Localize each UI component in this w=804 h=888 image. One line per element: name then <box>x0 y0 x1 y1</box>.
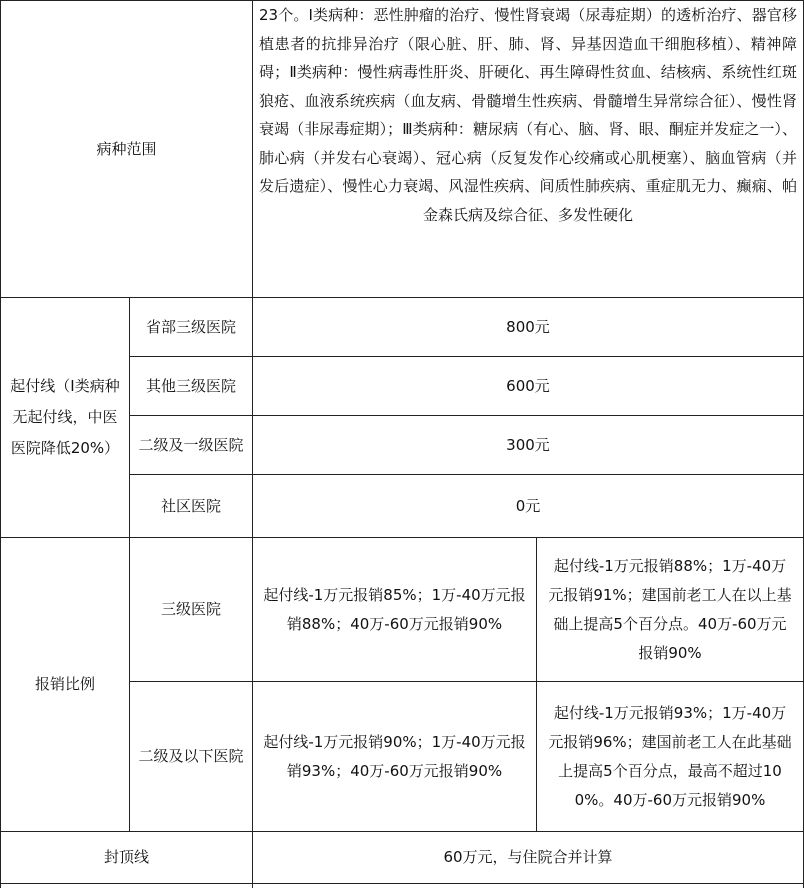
deductible-hospital-3: 二级及一级医院 <box>130 416 253 475</box>
trailing-row-right <box>253 884 804 888</box>
cap-label: 封顶线 <box>0 832 253 884</box>
reimbursement-label: 报销比例 <box>0 538 130 832</box>
cap-text: 60万元，与住院合并计算 <box>253 832 804 884</box>
reimbursement-hospital-1: 三级医院 <box>130 538 253 682</box>
reimbursement-ratio-2b: 起付线-1万元报销93%；1万-40万元报销96%；建国前老工人在此基础上提高5个百分点，最高不超过100%。40万-60万元报销90% <box>537 682 804 832</box>
trailing-row-left <box>0 884 253 888</box>
deductible-amount-3: 300元 <box>253 416 804 475</box>
deductible-amount-1: 800元 <box>253 298 804 357</box>
reimbursement-ratio-2a: 起付线-1万元报销90%；1万-40万元报销93%；40万-60万元报销90% <box>253 682 537 832</box>
deductible-label: 起付线（Ⅰ类病种无起付线，中医医院降低20%） <box>0 298 130 538</box>
deductible-amount-4: 0元 <box>253 475 804 538</box>
disease-scope-label: 病种范围 <box>0 0 253 298</box>
reimbursement-ratio-1a: 起付线-1万元报销85%；1万-40万元报销88%；40万-60万元报销90% <box>253 538 537 682</box>
deductible-hospital-1: 省部三级医院 <box>130 298 253 357</box>
deductible-amount-2: 600元 <box>253 357 804 416</box>
deductible-hospital-4: 社区医院 <box>130 475 253 538</box>
reimbursement-ratio-1b: 起付线-1万元报销88%；1万-40万元报销91%；建国前老工人在以上基础上提高5个百分点。40万-60万元报销90% <box>537 538 804 682</box>
deductible-hospital-2: 其他三级医院 <box>130 357 253 416</box>
disease-scope-text: 23个。Ⅰ类病种：恶性肿瘤的治疗、慢性肾衰竭（尿毒症期）的透析治疗、器官移植患者的抗排异治疗（限心脏、肝、肺、肾、异基因造血干细胞移植）、精神障碍；Ⅱ类病种：慢性病毒性肝炎、肝硬化、再生障碍性贫血、结核病、系统性红斑狼疮、血液系统疾病（血友病、骨髓增生性疾病、骨髓增生异常综合征）、慢性肾衰竭（非尿毒症期）；Ⅲ类病种：糖尿病（有心、脑、肾、眼、酮症并发症之一）、肺心病（并发右心衰竭）、冠心病（反复发作心绞痛或心肌梗塞）、脑血管病（并发后遗症）、慢性心力衰竭、风湿性疾病、间质性肺疾病、重症肌无力、癫痫、帕金森氏病及综合征、多发性硬化 <box>253 0 804 298</box>
reimbursement-hospital-2: 二级及以下医院 <box>130 682 253 832</box>
